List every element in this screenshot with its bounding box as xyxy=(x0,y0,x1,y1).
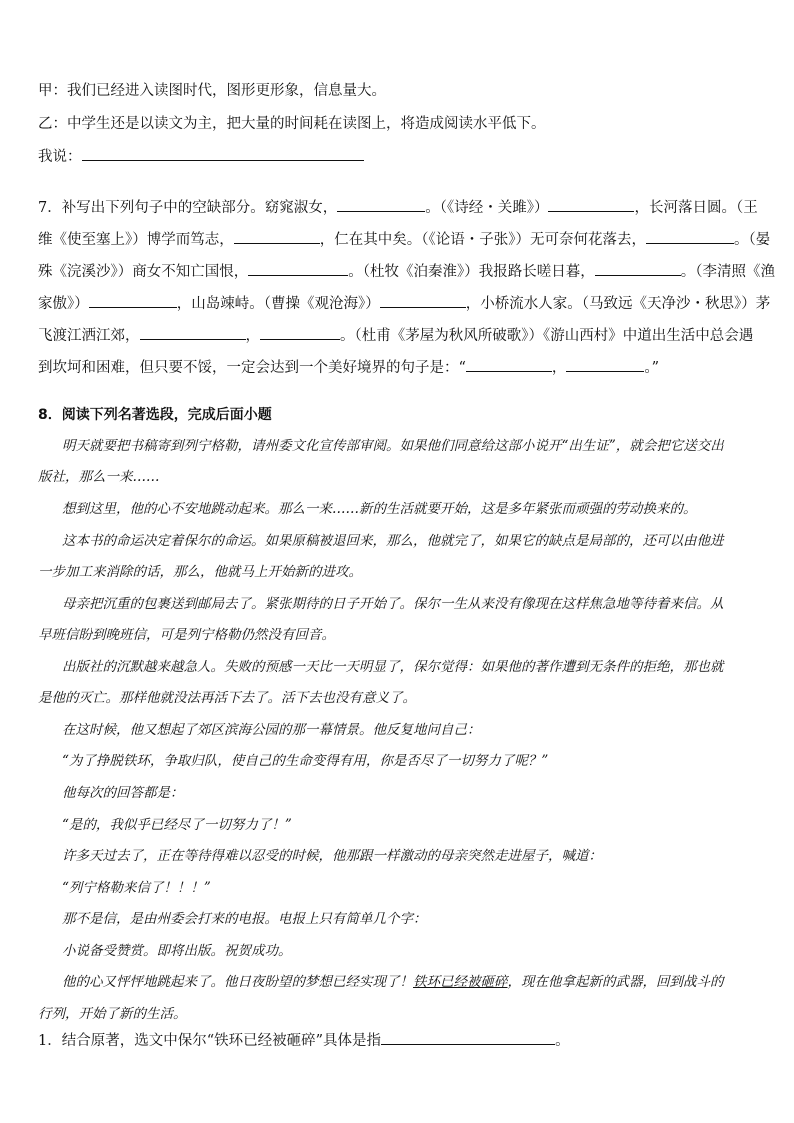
q7-text: 。” xyxy=(644,360,660,376)
sub-question-text: 。 xyxy=(555,1033,570,1049)
q7-text: ，山岛竦峙。（曹操《观沧海》） xyxy=(176,296,380,312)
passage-line: 这本书的命运决定着保尔的命运。如果原稿被退回来，那么，他就完了，如果它的缺点是局部的，还可以由他进 xyxy=(62,533,724,549)
q7-text: 殊《浣溪沙》）商女不知亡国恨， xyxy=(38,264,249,280)
answer-blank[interactable] xyxy=(380,293,466,308)
q7-text: 维《使至塞上》）博学而笃志， xyxy=(38,232,234,248)
sub-question-text: 1．结合原著，选文中保尔“铁环已经被砸碎”具体是指 xyxy=(38,1033,382,1049)
passage-line: “为了挣脱铁环，争取归队，使自己的生命变得有用，你是否尽了一切努力了呢？” xyxy=(62,753,549,769)
q7-line-1 xyxy=(38,197,758,218)
wo-label: 我说： xyxy=(38,149,82,165)
answer-blank[interactable] xyxy=(82,146,364,161)
passage-text: ，现在他拿起新的武器，回到战斗的 xyxy=(507,974,724,990)
q8-title: 8．阅读下列名著选段，完成后面小题 xyxy=(38,407,272,423)
q7-text: ， xyxy=(551,360,567,376)
underlined-phrase: 铁环已经被砸碎 xyxy=(413,974,508,990)
answer-blank[interactable] xyxy=(260,325,340,340)
q8-sub-question-1 xyxy=(38,1030,570,1051)
q7-text: 。（杜牧《泊秦淮》）我报路长嗟日暮， xyxy=(348,264,595,280)
passage-line: “列宁格勒来信了！！！” xyxy=(62,880,211,896)
answer-blank[interactable] xyxy=(566,357,644,372)
passage-line: 明天就要把书稿寄到列宁格勒，请州委文化宣传部审阅。如果他们同意给这部小说开“出生证”，就会把它送交出 xyxy=(62,438,724,454)
answer-blank[interactable] xyxy=(595,261,681,276)
answer-blank[interactable] xyxy=(234,229,320,244)
answer-blank[interactable] xyxy=(548,197,634,212)
q7-text: 飞渡江洒江郊， xyxy=(38,328,140,344)
q7-line-6 xyxy=(38,357,659,378)
passage-line: 版社，那么一来…… xyxy=(38,469,160,485)
passage-line: 早班信盼到晚班信，可是列宁格勒仍然没有回音。 xyxy=(38,627,335,643)
answer-blank[interactable] xyxy=(89,293,177,308)
passage-line: 一步加工来消除的话，那么，他就马上开始新的进攻。 xyxy=(38,564,362,580)
passage-line: 许多天过去了，正在等待得难以忍受的时候，他那跟一样激动的母亲突然走进屋子，喊道： xyxy=(62,848,602,864)
passage-line: 那不是信，是由州委会打来的电报。电报上只有简单几个字： xyxy=(62,911,427,927)
answer-blank[interactable] xyxy=(140,325,246,340)
answer-blank[interactable] xyxy=(381,1030,555,1045)
q7-text: 。（李清照《渔 xyxy=(680,264,775,280)
q7-text: ， xyxy=(245,328,260,344)
q7-line-5 xyxy=(38,325,753,346)
passage-line: 是他的灭亡。那样他就没法再活下去了。活下去也没有意义了。 xyxy=(38,690,416,706)
q7-text: 家傲》） xyxy=(38,296,89,312)
passage-line: 他每次的回答都是： xyxy=(62,785,184,801)
q7-text: 到坎坷和困难，但只要不馁，一定会达到一个美好境界的句子是：“ xyxy=(38,360,466,376)
passage-line: 行列，开始了新的生活。 xyxy=(38,1006,187,1022)
passage-line: 在这时候，他又想起了郊区滨海公园的那一幕情景。他反复地问自己： xyxy=(62,722,481,738)
answer-blank[interactable] xyxy=(337,197,425,212)
passage-line: 出版社的沉默越来越急人。失败的预感一天比一天明显了，保尔觉得：如果他的著作遭到无条件的拒绝，那也就 xyxy=(62,659,724,675)
statement-jia: 甲：我们已经进入读图时代，图形更形象，信息量大。 xyxy=(38,83,386,99)
q7-line-4 xyxy=(38,293,770,314)
q7-text: ，长河落日圆。（王 xyxy=(634,200,758,216)
passage-line: 母亲把沉重的包裹送到邮局去了。紧张期待的日子开始了。保尔一生从来没有像现在这样焦急地等待着来信。从 xyxy=(62,596,724,612)
q7-text: ，小桥流水人家。（马致远《天净沙・秋思》）茅 xyxy=(465,296,771,312)
passage-text: 他的心又怦怦地跳起来了。他日夜盼望的梦想已经实现了！ xyxy=(62,974,413,990)
answer-blank[interactable] xyxy=(646,229,734,244)
passage-line: 小说备受赞赏。即将出版。祝贺成功。 xyxy=(62,943,292,959)
q7-text: 。（《诗经・关雎》） xyxy=(425,200,549,216)
q7-text: ，仁在其中矣。（《论语・子张》）无可奈何花落去， xyxy=(319,232,646,248)
passage-line: “是的，我似乎已经尽了一切努力了！” xyxy=(62,817,292,833)
q7-text: 。（晏 xyxy=(734,232,771,248)
q7-line-2 xyxy=(38,229,770,250)
q7-text: 。（杜甫《茅屋为秋风所破歌》）《游山西村》中道出生活中总会遇 xyxy=(340,328,754,344)
q7-text: 7．补写出下列句子中的空缺部分。窈窕淑女， xyxy=(38,200,338,216)
q7-line-3 xyxy=(38,261,775,282)
passage-line: 想到这里，他的心不安地跳动起来。那么一来……新的生活就要开始，这是多年紧张而顽强的劳动换来的。 xyxy=(62,501,697,517)
answer-blank[interactable] xyxy=(248,261,348,276)
answer-blank[interactable] xyxy=(466,357,552,372)
statement-wo xyxy=(38,146,364,167)
statement-yi: 乙：中学生还是以读文为主，把大量的时间耗在读图上，将造成阅读水平低下。 xyxy=(38,116,546,132)
passage-line xyxy=(62,972,782,992)
